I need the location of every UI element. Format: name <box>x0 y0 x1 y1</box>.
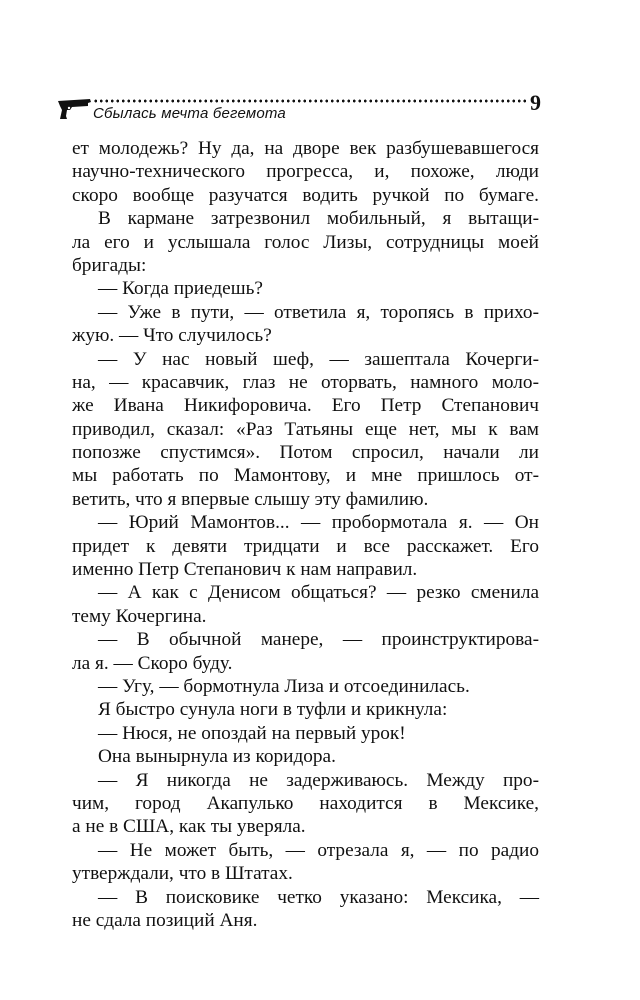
text-line: — Не может быть, — отрезала я, — по радио <box>98 839 539 861</box>
text-line: — Уже в пути, — ответила я, торопясь в прихо- <box>98 301 539 323</box>
text-line: ла я. — Скоро буду. <box>72 652 233 674</box>
text-line: В кармане затрезвонил мобильный, я вытащи- <box>98 208 539 230</box>
text-line: — Я никогда не задерживаюсь. Между про- <box>98 769 539 791</box>
text-line: ла его и услышала голос Лизы, сотрудницы моей <box>72 231 539 253</box>
text-line: — В обычной манере, — проинструктирова- <box>98 629 539 651</box>
text-line: Я быстро сунула ноги в туфли и крикнула: <box>98 699 448 721</box>
text-line: приводил, сказал: «Раз Татьяны еще нет, мы к вам <box>72 418 539 440</box>
text-line: же Ивана Никифоровича. Его Петр Степанович <box>72 395 539 417</box>
page-number: 9 <box>530 90 541 115</box>
text-line: — В поисковике четко указано: Мексика, — <box>98 886 539 908</box>
text-line: — А как с Денисом общаться? — резко сменила <box>98 582 539 604</box>
body-text <box>72 137 539 932</box>
text-line: — Угу, — бормотнула Лиза и отсоединилась. <box>98 675 470 697</box>
text-line: научно-технического прогресса, и, похоже, люди <box>72 161 539 183</box>
text-line: — Когда приедешь? <box>98 278 263 300</box>
text-line: ет молодежь? Ну да, на дворе век разбушевавшегося <box>72 138 539 159</box>
text-line: Она вынырнула из коридора. <box>98 746 336 768</box>
text-line: мы работать по Мамонтову, и мне пришлось от- <box>72 465 539 487</box>
text-line: ветить, что я впервые слышу эту фамилию. <box>72 488 429 510</box>
text-line: тему Кочергина. <box>72 605 207 627</box>
pistol-icon <box>57 97 93 121</box>
text-line: — Нюся, не опоздай на первый урок! <box>98 722 406 744</box>
running-title: Сбылась мечта бегемота <box>93 105 286 122</box>
page-header <box>57 92 542 128</box>
text-line: а не в США, как ты уверяла. <box>72 816 306 838</box>
text-line: на, — красавчик, глаз не оторвать, намного моло- <box>72 371 539 393</box>
text-line: — У нас новый шеф, — зашептала Кочерги- <box>98 348 539 370</box>
text-line: придет к девяти тридцати и все расскажет. Его <box>72 535 539 557</box>
text-line: не сдала позиций Аня. <box>72 909 258 931</box>
text-line: скоро вообще разучатся водить ручкой по бумаге. <box>72 184 539 206</box>
text-line: чим, город Акапулько находится в Мексике, <box>72 792 539 814</box>
dotted-rule <box>93 99 529 103</box>
text-line: жую. — Что случилось? <box>72 325 272 347</box>
text-line: — Юрий Мамонтов... — пробормотала я. — Он <box>98 512 539 534</box>
text-line: именно Петр Степанович к нам направил. <box>72 559 418 581</box>
text-line: бригады: <box>72 254 147 276</box>
text-line: утверждали, что в Штатах. <box>72 863 293 885</box>
text-line: попозже спустимся». Потом спросил, начали ли <box>72 442 539 464</box>
